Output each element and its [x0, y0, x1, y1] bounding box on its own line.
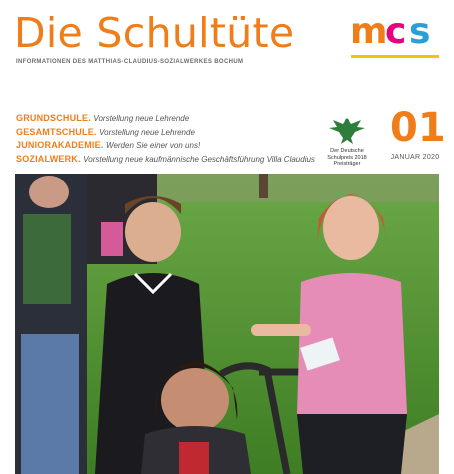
- toc-item-key: SOZIALWERK.: [16, 153, 81, 164]
- logo-underline: [351, 55, 439, 58]
- logo-letter-s: s: [409, 11, 431, 52]
- toc-item-key: GRUNDSCHULE.: [16, 113, 91, 123]
- mcs-logo: [349, 11, 441, 56]
- issue-info: [390, 105, 446, 161]
- award-line-3: Preisträger: [333, 161, 361, 167]
- toc-item-desc: Vorstellung neue Lehrende: [93, 114, 190, 123]
- toc-item-sozialwerk[interactable]: [16, 153, 315, 167]
- issue-number: 01: [390, 105, 446, 151]
- toc-item-juniorakademie[interactable]: [16, 139, 315, 153]
- toc-item-desc: Vorstellung neue kaufmännische Geschäftsführung Villa Claudius: [83, 154, 315, 164]
- award-line-1: Der Deutsche: [330, 148, 364, 154]
- eagle-award-icon: [327, 114, 367, 146]
- issue-date: JANUAR 2020: [390, 154, 440, 161]
- toc-item-gesamtschule[interactable]: [16, 126, 315, 140]
- cover-photo: [15, 174, 439, 474]
- table-of-contents: [16, 112, 315, 166]
- cover-photo-illustration: [15, 174, 439, 474]
- schulpreis-award: [320, 114, 374, 168]
- toc-item-key: JUNIORAKADEMIE.: [16, 140, 104, 150]
- toc-item-grundschule[interactable]: [16, 112, 315, 126]
- award-line-2: Schulpreis 2018: [327, 154, 367, 161]
- toc-item-key: GESAMTSCHULE.: [16, 126, 97, 137]
- magazine-subtitle: INFORMATIONEN DES MATTHIAS-CLAUDIUS-SOZIALWERKES BOCHUM: [16, 59, 244, 65]
- toc-item-desc: Werden Sie einer von uns!: [106, 141, 201, 150]
- toc-item-desc: Vorstellung neue Lehrende: [99, 127, 195, 137]
- magazine-title: Die Schultüte: [14, 9, 295, 57]
- logo-letter-c: c: [385, 11, 407, 52]
- logo-letter-m: m: [350, 11, 388, 52]
